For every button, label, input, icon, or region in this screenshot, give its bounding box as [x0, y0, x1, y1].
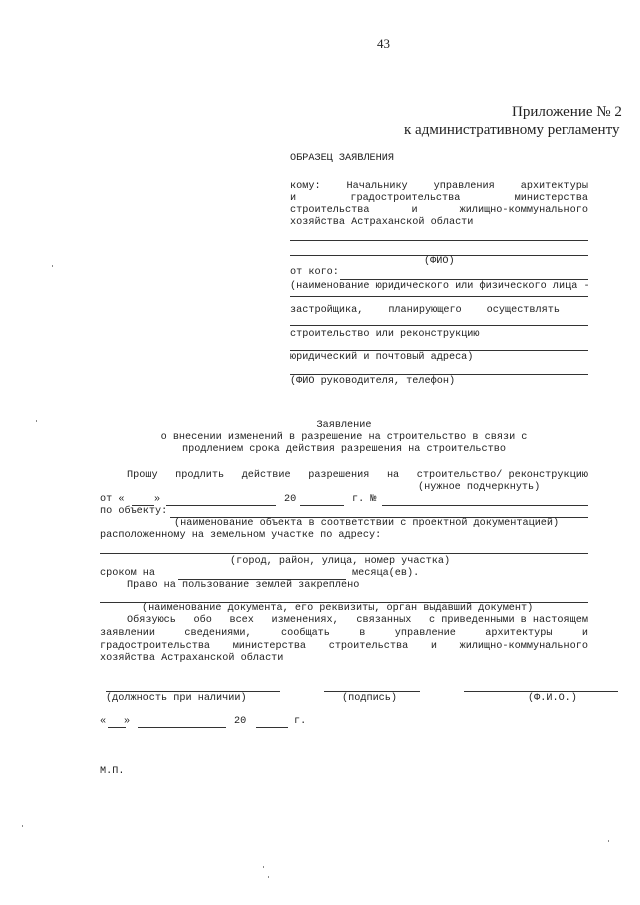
recipient-line-1: кому: Начальнику управления архитектуры [290, 181, 588, 192]
term-label: сроком на [100, 568, 156, 579]
developer-caption: застройщика, планирующего осуществлять [290, 305, 560, 316]
obligation-line-2: заявлении сведениями, сообщать в управление архитектуры и [100, 628, 588, 639]
date-year-suffix: г. [294, 716, 307, 727]
sample-title: ОБРАЗЕЦ ЗАЯВЛЕНИЯ [290, 153, 394, 164]
recipient-fio-line-1 [290, 240, 588, 241]
land-right-label: Право на пользование землей закреплено [127, 580, 360, 591]
name-line [464, 691, 618, 692]
position-caption: (должность при наличии) [106, 693, 247, 704]
object-label: по объекту: [100, 506, 168, 517]
construction-field-line [290, 350, 588, 351]
construction-caption: строительство или реконструкцию [290, 329, 480, 340]
applicant-caption: (наименование юридического или физического лица - [290, 281, 590, 292]
addresses-field-line [290, 374, 588, 375]
obligation-line-1: Обязуюсь обо всех изменениях, связанных с приведенными в настоящем [127, 615, 588, 626]
recipient-line-2: и градостроительства министерства [290, 193, 588, 204]
date-month-field [138, 727, 226, 728]
recipient-line-4: хозяйства Астраханской области [290, 217, 474, 228]
obligation-line-4: хозяйства Астраханской области [100, 653, 284, 664]
land-label: расположенному на земельном участке по адресу: [100, 530, 382, 541]
page-number: 43 [377, 36, 390, 51]
applicant-field-line [290, 296, 588, 297]
developer-field-line [290, 325, 588, 326]
from-date-close: » [154, 494, 161, 505]
signature-line [324, 691, 420, 692]
scan-speck [36, 420, 37, 422]
fio-caption: (ФИО) [424, 256, 455, 267]
statement-subtitle-2: продлением срока действия разрешения на строительство [181, 444, 506, 455]
underline-hint: (нужное подчеркнуть) [418, 482, 541, 493]
date-close: » [124, 716, 131, 727]
request-line: Прошу продлить действие разрешения на строительство/ реконструкцию [127, 470, 588, 481]
date-open: « [100, 716, 107, 727]
date-year-field [256, 727, 288, 728]
from-date-open: от « [100, 494, 125, 505]
date-year-prefix: 20 [234, 716, 247, 727]
appendix-subtitle: к административному регламенту [404, 122, 620, 138]
position-line [106, 691, 280, 692]
name-caption: (Ф.И.О.) [528, 693, 577, 704]
from-label: от кого: [290, 267, 339, 278]
scan-speck [263, 866, 264, 868]
scan-speck [608, 840, 609, 842]
scan-speck [52, 265, 53, 267]
addresses-caption: юридический и почтовый адреса) [290, 352, 474, 363]
month-field [166, 505, 276, 506]
head-caption: (ФИО руководителя, телефон) [290, 376, 456, 387]
document-caption: (наименование документа, его реквизиты, орган выдавший документ) [142, 603, 534, 614]
address-caption: (город, район, улица, номер участка) [230, 556, 451, 567]
recipient-line-3: строительства и жилищно-коммунального [290, 205, 588, 216]
year-field [300, 505, 344, 506]
scan-speck [22, 825, 23, 827]
statement-title: Заявление [316, 420, 372, 431]
stamp-label: М.П. [100, 766, 125, 777]
object-caption: (наименование объекта в соответствии с проектной документацией) [174, 518, 560, 529]
address-field-line [100, 553, 588, 554]
months-label: месяца(ев). [352, 568, 420, 579]
obligation-line-3: градостроительства министерства строительства и жилищно-коммунального [100, 641, 588, 652]
appendix-title: Приложение № 2 [512, 104, 622, 120]
year-prefix: 20 [284, 494, 297, 505]
number-label: г. № [352, 494, 377, 505]
from-field-line [340, 279, 588, 280]
scan-speck [268, 876, 269, 878]
statement-subtitle-1: о внесении изменений в разрешение на строительство в связи с [160, 432, 528, 443]
number-field [382, 505, 588, 506]
signature-caption: (подпись) [342, 693, 398, 704]
